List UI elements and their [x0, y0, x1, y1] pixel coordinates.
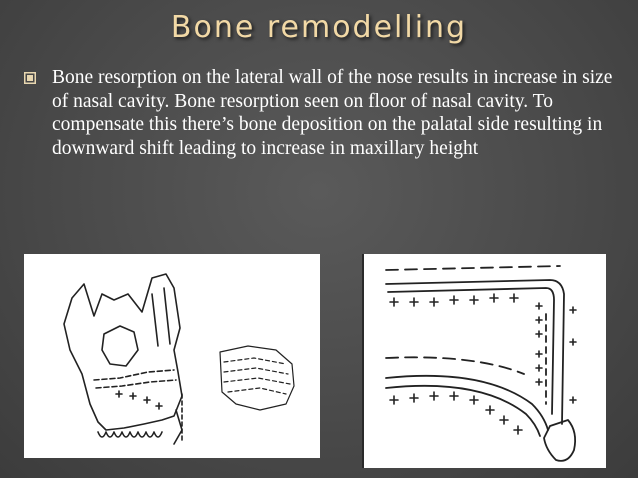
- maxilla-sketch-image: [24, 254, 320, 458]
- slide-title: Bone remodelling: [170, 10, 468, 45]
- bullet-text: Bone resorption on the lateral wall of the nose results in increase in size of nasal cavity. Bone resorption seen on floor of nasal cavity. To compensate this there’s bone deposition on the palatal side resulting in downward shift leading to increase in maxillary height: [52, 67, 613, 159]
- nasal-cavity-diagram-drawing: [364, 254, 606, 468]
- square-bullet-icon: [24, 72, 36, 84]
- maxilla-sketch-drawing: [24, 254, 320, 458]
- bullet-item: [24, 66, 624, 160]
- nasal-cavity-diagram-image: [364, 254, 606, 468]
